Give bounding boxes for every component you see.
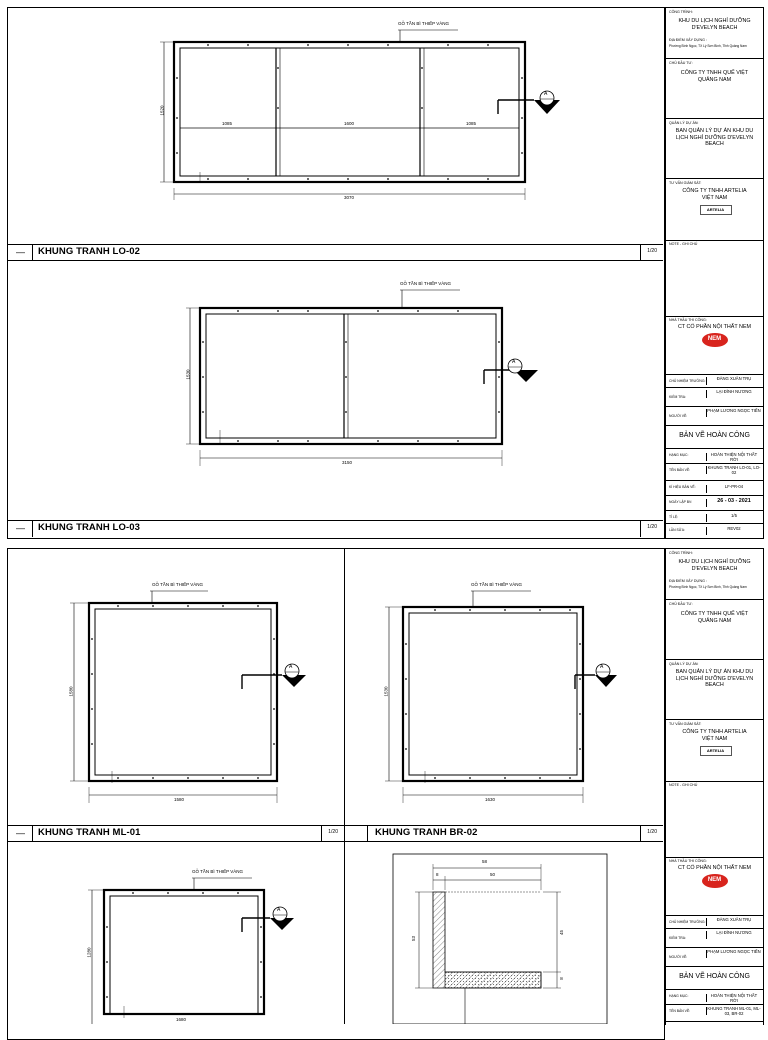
title-block [665, 7, 764, 539]
divider [666, 659, 763, 660]
pm-label: QUẢN LÝ DỰ ÁN: [669, 662, 699, 666]
divider [666, 857, 763, 858]
detail-dim-lip: 8 [436, 872, 439, 877]
row-key: TỈ LỆ: [669, 515, 679, 519]
owner-name: CÔNG TY TNHH QUẾ VIỆT QUẢNG NAM [680, 70, 749, 83]
view-scale: 1/20 [647, 524, 657, 530]
detail-dim-height: 53 [411, 935, 417, 942]
view-lo-02 [8, 8, 663, 244]
row-value: PHẠM LƯƠNG NGỌC TIẾN [706, 950, 761, 958]
row-value: HOÀN THIỆN NỘI THẤT RỜI [706, 994, 761, 1002]
frame-drawing-ml-01 [8, 549, 344, 825]
consultant-name: CÔNG TY TNHH ARTELIA VIỆT NAM [682, 188, 747, 201]
frame-drawing-bottom-left [8, 842, 344, 1024]
project-label: CÔNG TRÌNH: [669, 551, 693, 555]
info-row [666, 449, 763, 464]
title-dash: — [16, 828, 25, 838]
section-detail-drawing [345, 842, 663, 1024]
view-title-bar [8, 244, 663, 261]
title-block [665, 548, 764, 1025]
dim-panel-2: 1600 [344, 121, 355, 126]
view-lo-03 [8, 262, 663, 520]
dim-panel-3: 1085 [466, 121, 477, 126]
owner-name: CÔNG TY TNHH QUẾ VIỆT QUẢNG NAM [680, 611, 749, 624]
owner-label: CHỦ ĐẦU TƯ: [669, 602, 693, 606]
title-dash: — [16, 247, 25, 257]
info-row [666, 464, 763, 481]
location-label: ĐỊA ĐIỂM XÂY DỰNG : [669, 579, 707, 583]
project-name: KHU DU LỊCH NGHỈ DƯỠNG D'EVELYN BEACH [678, 559, 751, 572]
row-key: KÍ HIỆU BẢN VẼ: [669, 485, 696, 489]
divider [666, 240, 763, 241]
contractor-name: CT CỔ PHẦN NỘI THẤT NEM [677, 324, 752, 330]
row-value: KHUNG TRANH LO-01, LO-02 [707, 465, 761, 475]
dim-overall-width: 1680 [176, 1017, 187, 1022]
detail-dim-inner: 45 [559, 929, 565, 936]
title-separator [32, 826, 33, 842]
dim-overall-height: 1530 [383, 686, 389, 697]
divider [666, 781, 763, 782]
location-label: ĐỊA ĐIỂM XÂY DỰNG : [669, 38, 707, 42]
title-separator [321, 826, 322, 842]
view-scale: 1/20 [328, 829, 338, 835]
view-section-detail [345, 842, 663, 1024]
location-value: Phường Bình Ngọc, TX Lý Sơn Bình, Tỉnh Quảng Nam [669, 44, 747, 48]
section-mark-label: A [544, 91, 548, 97]
artelia-logo: ARTELIA [700, 746, 732, 756]
dim-overall-width: 3150 [342, 460, 353, 465]
leader-note: GỖ TẦN BÌ THIẾP VÀNG [192, 869, 244, 874]
view-scale: 1/20 [647, 248, 657, 254]
drawing-sheet-2 [0, 542, 768, 1024]
dim-overall-width: 1630 [485, 797, 496, 802]
row-key: HẠNG MỤC: [669, 994, 689, 998]
row-value: 26 - 03 - 2021 [706, 499, 761, 507]
dim-panel-1: 1085 [222, 121, 233, 126]
view-ml-01 [8, 549, 344, 825]
leader-note: GỖ TẦN BÌ THIẾP VÀNG [152, 582, 204, 587]
owner-label: CHỦ ĐẦU TƯ: [669, 61, 693, 65]
row-value: KHUNG TRANH ML-01, ML-03, BR-02 [707, 1006, 761, 1016]
row-key: NGƯỜI VẼ: [669, 955, 688, 959]
row-key: TÊN BẢN VẼ: [669, 468, 691, 472]
frame-drawing-lo-03 [8, 262, 663, 520]
signature-row [666, 407, 763, 426]
location-value: Phường Bình Ngọc, TX Lý Sơn Bình, Tỉnh Quảng Nam [669, 585, 747, 589]
notes-label: NOTE - GHI CHÚ [669, 242, 698, 246]
row-key: CHỦ NHIỆM TRƯỞNG: [669, 920, 706, 924]
section-mark-label: A [277, 907, 281, 913]
nem-logo [702, 874, 728, 888]
frame-drawing-lo-02 [8, 8, 663, 244]
contractor-label: NHÀ THẦU THI CÔNG: [669, 318, 707, 322]
drawing-type: BẢN VẼ HOÀN CÔNG [679, 432, 750, 439]
divider [666, 316, 763, 317]
info-row [666, 481, 763, 496]
consultant-name: CÔNG TY TNHH ARTELIA VIỆT NAM [682, 729, 747, 742]
info-row [666, 496, 763, 511]
view-title: KHUNG TRANH BR-02 [375, 827, 478, 838]
frame-drawing-br-02 [345, 549, 663, 825]
row-value: LF-PR-04 [706, 485, 761, 493]
info-row [666, 511, 763, 524]
info-row [666, 990, 763, 1005]
pm-name: BAN QUẢN LÝ DỰ ÁN KHU DU LỊCH NGHỈ DƯỠNG D'EVELYN BEACH [675, 669, 754, 688]
divider [666, 178, 763, 179]
contractor-label: NHÀ THẦU THI CÔNG: [669, 859, 707, 863]
info-row [666, 524, 763, 537]
view-title: KHUNG TRANH LO-03 [38, 522, 140, 533]
signature-row [666, 948, 763, 967]
project-name: KHU DU LỊCH NGHỈ DƯỠNG D'EVELYN BEACH [678, 18, 751, 31]
row-key: LẦN SỬA: [669, 528, 685, 532]
signature-row [666, 916, 763, 929]
contractor-name: CT CỔ PHẦN NỘI THẤT NEM [677, 865, 752, 871]
dim-overall-height: 1520 [159, 105, 165, 116]
row-value: 1/5 [706, 514, 761, 522]
view-title-bar [8, 520, 663, 537]
row-value: REV02 [706, 527, 761, 535]
pm-label: QUẢN LÝ DỰ ÁN: [669, 121, 699, 125]
view-title-bar [8, 825, 344, 842]
leader-note: GỖ TẦN BÌ THIẾP VÀNG [400, 281, 452, 286]
row-value: ĐÀNG XUÂN TRỤ [706, 918, 761, 926]
row-value: ĐÀNG XUÂN TRỤ [706, 377, 761, 385]
section-mark-label: A [289, 664, 293, 670]
project-label: CÔNG TRÌNH: [669, 10, 693, 14]
row-value: LẠI ĐÌNH NƯƠNG [706, 390, 761, 398]
leader-note: GỖ TẦN BÌ THIẾP VÀNG [398, 21, 450, 26]
consultant-label: TƯ VẤN GIÁM SÁT: [669, 722, 702, 726]
row-value: LẠI ĐÌNH NƯƠNG [706, 931, 761, 939]
row-key: TÊN BẢN VẼ: [669, 1009, 691, 1013]
dim-overall-height: 1580 [68, 686, 74, 697]
title-separator [640, 826, 641, 842]
title-separator [640, 245, 641, 261]
title-dash: — [16, 523, 25, 533]
row-key: KIỂM TRA: [669, 395, 686, 399]
pm-name: BAN QUẢN LÝ DỰ ÁN KHU DU LỊCH NGHỈ DƯỠNG D'EVELYN BEACH [675, 128, 754, 147]
dim-overall-width: 3070 [344, 195, 355, 200]
divider [666, 719, 763, 720]
view-scale: 1/20 [647, 829, 657, 835]
view-divider [8, 260, 663, 261]
view-title: KHUNG TRANH LO-02 [38, 246, 140, 257]
dim-overall-width: 1580 [174, 797, 185, 802]
title-separator [367, 826, 368, 842]
row-key: CHỦ NHIỆM TRƯỞNG: [669, 379, 706, 383]
signature-row [666, 929, 763, 948]
title-separator [32, 245, 33, 261]
notes-label: NOTE - GHI CHÚ [669, 783, 698, 787]
row-key: HẠNG MỤC: [669, 453, 689, 457]
row-key: NGƯỜI VẼ: [669, 414, 688, 418]
signature-row [666, 388, 763, 407]
signature-row [666, 375, 763, 388]
divider [666, 58, 763, 59]
section-mark-label: A [600, 664, 604, 670]
row-value: PHẠM LƯƠNG NGỌC TIẾN [706, 409, 761, 417]
row-key: NGÀY LẬP BV: [669, 500, 693, 504]
section-mark-label: A [512, 359, 516, 365]
row-value: HOÀN THIỆN NỘI THẤT RỜI [706, 453, 761, 461]
view-title: KHUNG TRANH ML-01 [38, 827, 141, 838]
drawing-type: BẢN VẼ HOÀN CÔNG [679, 973, 750, 980]
divider [666, 599, 763, 600]
leader-note: GỖ TẦN BÌ THIẾP VÀNG [471, 582, 523, 587]
row-key: KIỂM TRA: [669, 936, 686, 940]
view-frame-bottom-left [8, 842, 344, 1024]
artelia-logo: ARTELIA [700, 205, 732, 215]
info-row [666, 1005, 763, 1022]
view-title-bar [345, 825, 663, 842]
nem-logo-text: NEM [707, 877, 722, 883]
dim-overall-height: 1530 [185, 369, 191, 380]
detail-dim-face: 50 [490, 872, 496, 877]
consultant-label: TƯ VẤN GIÁM SÁT: [669, 181, 702, 185]
view-br-02 [345, 549, 663, 825]
dim-overall-height: 1280 [86, 947, 92, 958]
nem-logo [702, 333, 728, 347]
nem-logo-text: NEM [707, 336, 722, 342]
title-separator [640, 521, 641, 537]
title-separator [32, 521, 33, 537]
divider [666, 118, 763, 119]
detail-dim-base: 8 [558, 977, 564, 980]
detail-dim-total: 58 [482, 859, 488, 864]
